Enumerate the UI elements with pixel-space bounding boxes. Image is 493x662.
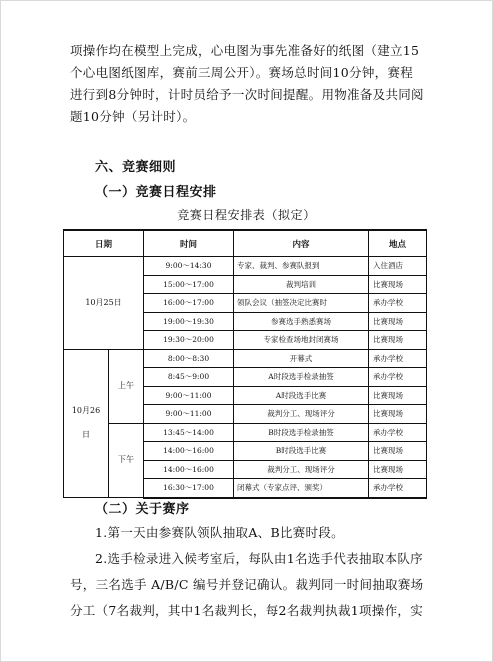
intro-line: 题10分钟（另计时）。 bbox=[70, 109, 196, 124]
time-cell: 8:45～9:00 bbox=[144, 368, 234, 387]
place-cell: 承办学校 bbox=[369, 423, 427, 442]
content-cell: 开幕式 bbox=[234, 349, 369, 368]
content-cell: 裁判培训 bbox=[234, 275, 369, 294]
intro-paragraph bbox=[70, 40, 425, 128]
schedule-table bbox=[63, 229, 427, 499]
content-cell: 领队会议（抽签决定比赛时 bbox=[234, 294, 369, 313]
time-cell: 15:00～17:00 bbox=[144, 275, 234, 294]
place-cell: 承办学校 bbox=[369, 479, 427, 498]
place-cell: 比赛现场 bbox=[369, 460, 427, 479]
time-cell: 16:00～17:00 bbox=[144, 294, 234, 313]
header-place: 地点 bbox=[369, 230, 427, 257]
table-header-row bbox=[64, 230, 427, 257]
place-cell: 比赛现场 bbox=[369, 386, 427, 405]
time-cell: 19:30～20:00 bbox=[144, 331, 234, 350]
content-cell: A时段选手比赛 bbox=[234, 386, 369, 405]
header-time: 时间 bbox=[144, 230, 234, 257]
content-cell: 裁判分工、现场评分 bbox=[234, 405, 369, 424]
time-cell: 8:00～8:30 bbox=[144, 349, 234, 368]
place-cell: 承办学校 bbox=[369, 368, 427, 387]
place-cell: 比赛现场 bbox=[369, 312, 427, 331]
day2-date-line1: 10月26 bbox=[71, 406, 101, 416]
place-cell: 承办学校 bbox=[369, 349, 427, 368]
time-cell: 9:00～11:00 bbox=[144, 405, 234, 424]
place-cell: 比赛现场 bbox=[369, 442, 427, 461]
content-cell: 闭幕式（专家点评、颁奖） bbox=[234, 479, 369, 498]
day2-date-cell bbox=[64, 349, 144, 498]
intro-line: 项操作均在模型上完成，心电图为事先准备好的纸图（建立15 bbox=[70, 43, 420, 58]
morning-label: 上午 bbox=[109, 350, 143, 424]
paragraph-1: 1.第一天由参赛队领队抽取A、B比赛时段。 bbox=[95, 525, 344, 540]
time-cell: 16:30～17:00 bbox=[144, 479, 234, 498]
place-cell: 入住酒店 bbox=[369, 257, 427, 276]
content-cell: A时段选手检录抽签 bbox=[234, 368, 369, 387]
paragraph-2: 2.选手检录进入候考室后，每队由1名选手代表抽取本队序号，三名选手 A/B/C 编号并登记确认。裁判同一时间抽取赛场分工（7名裁判，其中1名裁判长，每2名裁判执裁1项操作，实 bbox=[70, 551, 424, 618]
time-cell: 9:00～11:00 bbox=[144, 386, 234, 405]
table-row bbox=[64, 257, 427, 276]
content-cell: 专家检查场地封闭赛场 bbox=[234, 331, 369, 350]
time-cell: 13:45～14:00 bbox=[144, 423, 234, 442]
time-cell: 14:00～16:00 bbox=[144, 442, 234, 461]
section-6-heading: 六、竞赛细则 bbox=[95, 160, 177, 175]
content-cell: B时段选手检录抽签 bbox=[234, 423, 369, 442]
content-cell: 裁判分工、现场评分 bbox=[234, 460, 369, 479]
time-cell: 19:00～19:30 bbox=[144, 312, 234, 331]
intro-line: 进行到8分钟时，计时员给予一次时间提醒。用物准备及共同阅 bbox=[70, 87, 424, 102]
intro-line: 个心电图纸图库，赛前三周公开）。赛场总时间10分钟，赛程 bbox=[70, 65, 414, 80]
time-cell: 9:00～14:30 bbox=[144, 257, 234, 276]
place-cell: 比赛现场 bbox=[369, 405, 427, 424]
header-date: 日期 bbox=[64, 230, 144, 257]
subsection-1-heading: （一）竞赛日程安排 bbox=[95, 185, 217, 200]
day1-date-cell: 10月25日 bbox=[64, 257, 144, 350]
table-row bbox=[64, 349, 427, 368]
subsection-2-heading: （二）关于赛序 bbox=[95, 502, 190, 517]
afternoon-label: 下午 bbox=[118, 455, 134, 465]
content-cell: 专家、裁判、参赛队报到 bbox=[234, 257, 369, 276]
place-cell: 承办学校 bbox=[369, 294, 427, 313]
place-cell: 比赛现场 bbox=[369, 331, 427, 350]
day2-date-line2: 日 bbox=[82, 430, 90, 440]
content-cell: B时段选手比赛 bbox=[234, 442, 369, 461]
header-content: 内容 bbox=[234, 230, 369, 257]
content-cell: 参赛选手熟悉赛场 bbox=[234, 312, 369, 331]
table-caption: 竞赛日程安排表（拟定） bbox=[177, 208, 316, 222]
time-cell: 14:00～16:00 bbox=[144, 460, 234, 479]
place-cell: 比赛现场 bbox=[369, 275, 427, 294]
